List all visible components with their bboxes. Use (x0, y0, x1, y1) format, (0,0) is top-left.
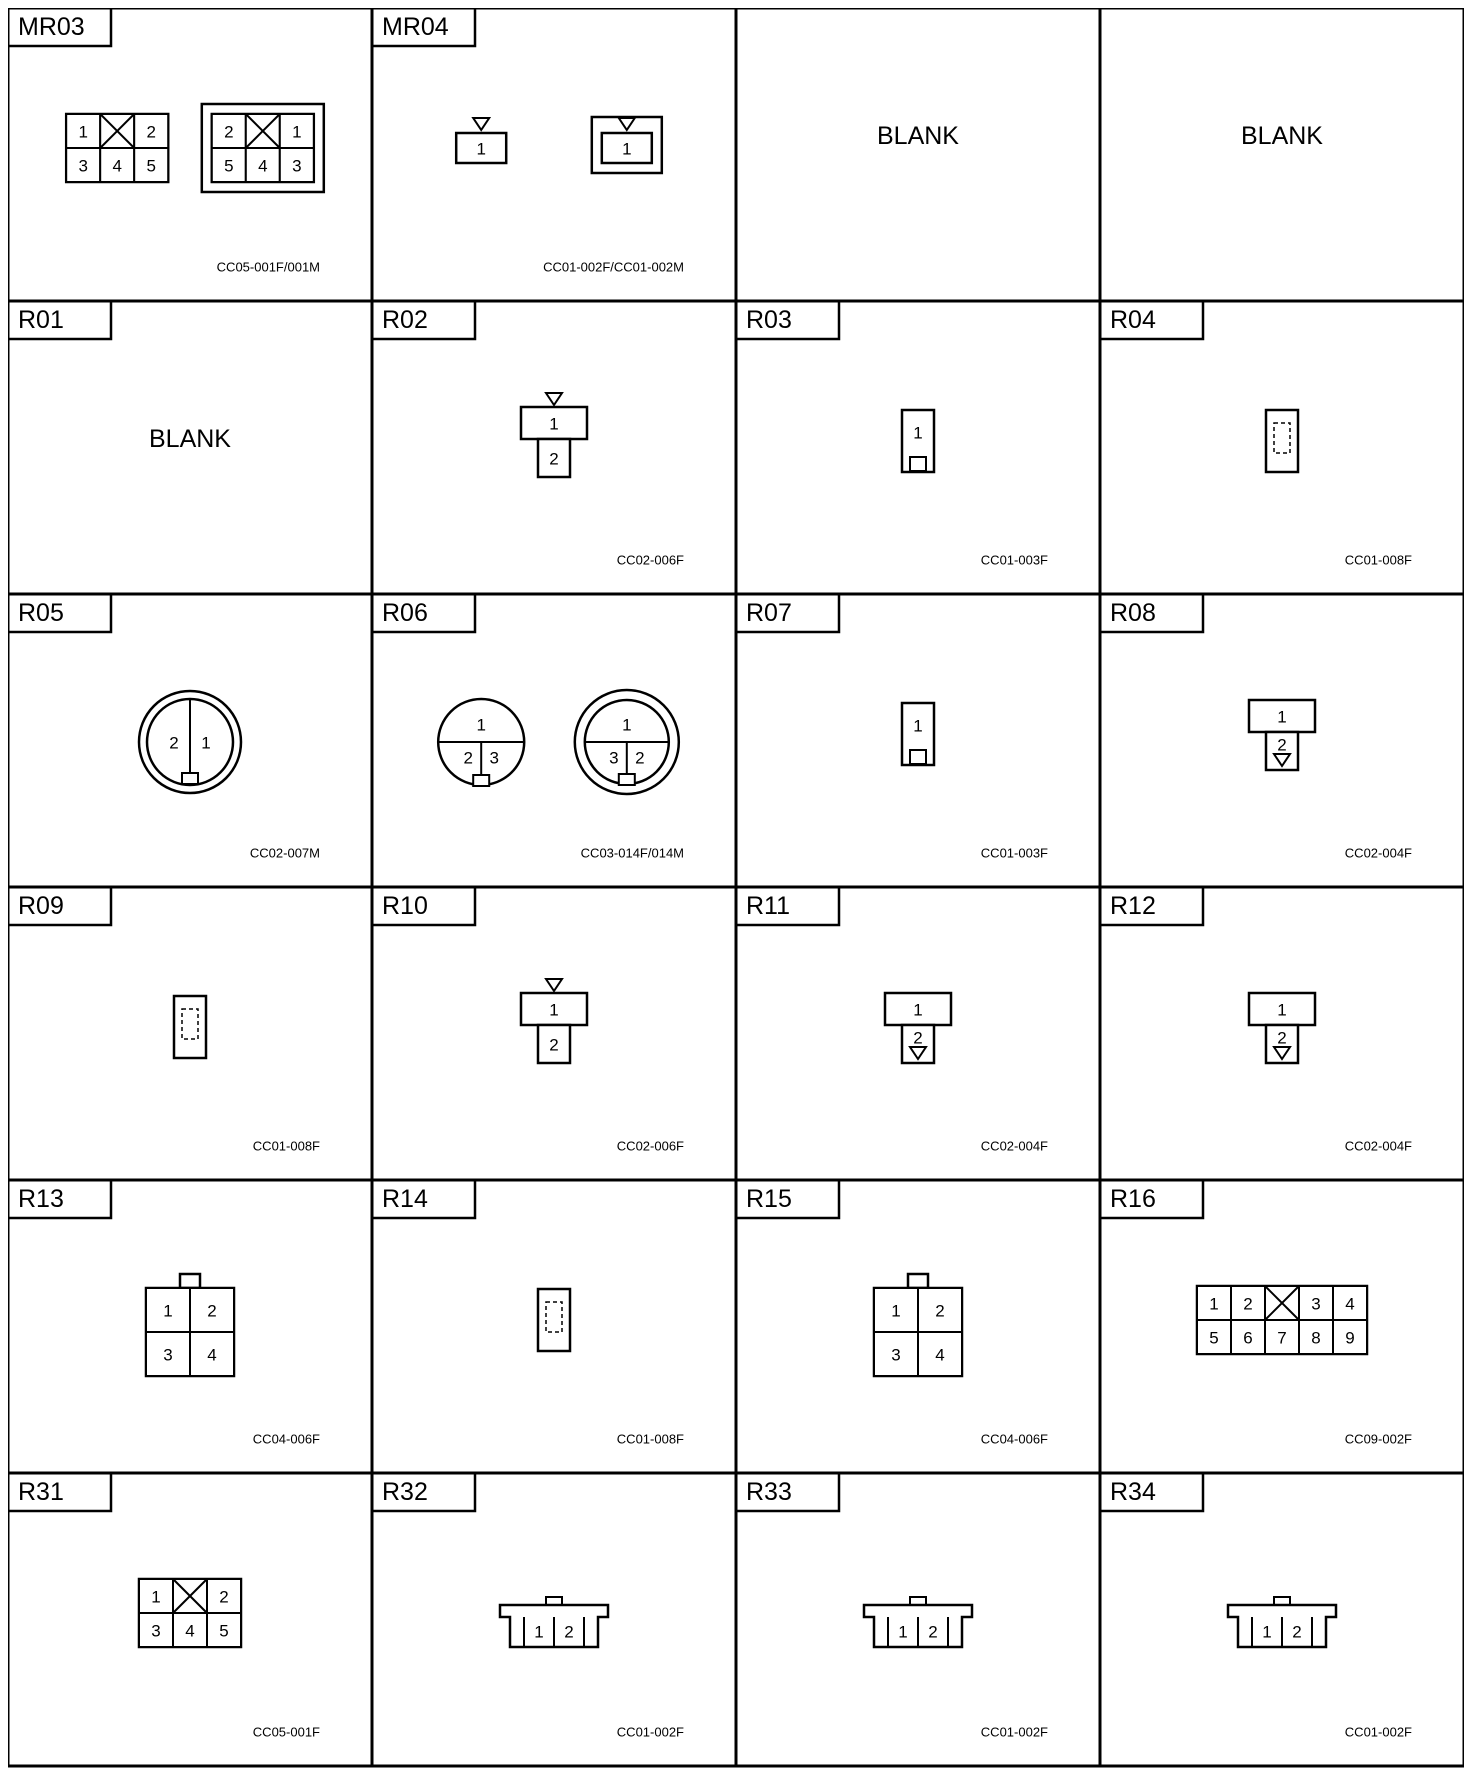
connector-id: R02 (382, 306, 428, 334)
pin-label: 4 (112, 156, 122, 176)
connector-id: MR03 (18, 13, 85, 41)
connector-cell (736, 594, 1048, 861)
connector-lock-tab (908, 1274, 928, 1288)
dashed-cavity (182, 1009, 198, 1039)
connector-part-code: CC01-002F (1344, 1724, 1412, 1740)
connector-id: R04 (1110, 306, 1156, 334)
blank-label: BLANK (877, 122, 959, 150)
pin-label: 1 (476, 139, 486, 159)
connector-grid (146, 1274, 234, 1376)
connector-cell (1100, 594, 1412, 861)
connector-part-code: CC02-006F (616, 552, 684, 568)
pin-label: 2 (913, 1028, 923, 1048)
pin-label: 4 (207, 1345, 217, 1365)
connector-grid (139, 1579, 241, 1647)
connector-part-code: CC01-008F (252, 1138, 320, 1154)
pin-label: 1 (913, 423, 923, 443)
lock-triangle-icon (546, 979, 562, 991)
connector-cell (8, 594, 320, 861)
connector-id: R12 (1110, 892, 1156, 920)
connector-part-code: CC02-006F (616, 1138, 684, 1154)
connector-id-tab (8, 1473, 111, 1511)
connector-part-code: CC04-006F (252, 1431, 320, 1447)
connector-id-tab (736, 1180, 839, 1218)
pin-label: 1 (622, 139, 632, 159)
connector-part-code: CC01-008F (1344, 552, 1412, 568)
connector-tee (1249, 700, 1315, 770)
connector-single (456, 118, 506, 163)
key-notch (182, 773, 198, 784)
connector-id-tab (372, 1180, 475, 1218)
pin-label: 5 (1209, 1328, 1219, 1348)
connector-id: R06 (382, 599, 428, 627)
pin-label: 1 (163, 1301, 173, 1321)
connector-part-code: CC01-002F (616, 1724, 684, 1740)
connector-id-tab (1100, 594, 1203, 632)
connector-id: MR04 (382, 13, 449, 41)
connector-id: R32 (382, 1478, 428, 1506)
pin-label: 2 (207, 1301, 217, 1321)
pin-label: 2 (224, 122, 234, 142)
pin-label: 1 (891, 1301, 901, 1321)
connector-cell (372, 1473, 684, 1740)
dashed-cavity (546, 1302, 562, 1332)
connector-id-tab (372, 8, 475, 46)
connector-part-code: CC01-008F (616, 1431, 684, 1447)
pin-label: 1 (549, 414, 559, 434)
connector-part-code: CC01-003F (980, 552, 1048, 568)
connector-sheet (8, 8, 1464, 1770)
pin-label: 1 (913, 1000, 923, 1020)
connector-part-code: CC01-003F (980, 845, 1048, 861)
pin-label: 1 (201, 733, 211, 753)
pin-label: 2 (169, 733, 179, 753)
connector-tee (521, 393, 587, 477)
connector-cell (736, 1473, 1048, 1740)
connector-id-tab (1100, 887, 1203, 925)
pin-label: 2 (928, 1622, 938, 1642)
pin-label: 2 (1277, 1028, 1287, 1048)
connector-round3 (438, 699, 524, 786)
connector-cell (736, 1180, 1048, 1447)
connector-id-tab (1100, 1473, 1203, 1511)
connector-tee (1249, 993, 1315, 1063)
connector-id-tab (372, 594, 475, 632)
connector-round2 (139, 691, 241, 793)
connector-cell (372, 301, 684, 568)
blank-label: BLANK (1241, 122, 1323, 150)
connector-cell (1100, 1473, 1412, 1740)
connector-tee (521, 979, 587, 1063)
connector-part-code: CC09-002F (1344, 1431, 1412, 1447)
connector-id-tab (8, 594, 111, 632)
connector-tee (885, 993, 951, 1063)
connector-id: R13 (18, 1185, 64, 1213)
blank-label: BLANK (149, 425, 231, 453)
connector-id-tab (1100, 301, 1203, 339)
lock-triangle-icon (546, 393, 562, 405)
connector-cell (8, 887, 320, 1154)
connector-grid (1197, 1286, 1367, 1354)
pin-label: 1 (1209, 1294, 1219, 1314)
pin-label: 4 (185, 1621, 195, 1641)
pin-label: 5 (219, 1621, 229, 1641)
connector-id-tab (736, 594, 839, 632)
connector-id: R09 (18, 892, 64, 920)
connector-cell (1100, 887, 1412, 1154)
connector-cell (372, 594, 684, 861)
pin-label: 3 (891, 1345, 901, 1365)
pin-label: 1 (549, 1000, 559, 1020)
connector-id-tab (736, 1473, 839, 1511)
connector-id-tab (736, 301, 839, 339)
connector-cell (736, 301, 1048, 568)
connector-cell (1241, 122, 1323, 150)
pin-label: 1 (1277, 1000, 1287, 1020)
pin-label: 3 (1311, 1294, 1321, 1314)
connector-id-tab (8, 887, 111, 925)
connector-cell (1100, 1180, 1412, 1447)
connector-id: R05 (18, 599, 64, 627)
pin-label: 3 (163, 1345, 173, 1365)
dashed-cavity (1274, 423, 1290, 453)
pin-label: 3 (151, 1621, 161, 1641)
pin-label: 1 (622, 715, 632, 735)
connector-part-code: CC05-001F (252, 1724, 320, 1740)
connector-id: R11 (746, 892, 791, 920)
pin-label: 8 (1311, 1328, 1321, 1348)
connector-part-code: CC01-002F (980, 1724, 1048, 1740)
connector-grid (874, 1274, 962, 1376)
connector-part-code: CC02-004F (980, 1138, 1048, 1154)
pin-label: 3 (489, 748, 499, 768)
connector-vsingle (902, 410, 934, 472)
pin-label: 4 (258, 156, 268, 176)
pin-label: 1 (151, 1587, 161, 1607)
connector-flange (500, 1597, 608, 1647)
pin-label: 1 (913, 716, 923, 736)
connector-part-code: CC03-014F/014M (580, 845, 684, 861)
pin-label: 2 (564, 1622, 574, 1642)
connector-cell (8, 1180, 320, 1447)
connector-vsingle (902, 703, 934, 765)
connector-id: R31 (18, 1478, 64, 1506)
lock-triangle-icon (473, 118, 489, 130)
pin-label: 6 (1243, 1328, 1253, 1348)
pin-label: 1 (476, 715, 486, 735)
connector-id-tab (372, 887, 475, 925)
connector-flange (864, 1597, 972, 1647)
connector-cell (8, 301, 231, 453)
pin-label: 1 (1262, 1622, 1272, 1642)
pin-label: 2 (146, 122, 156, 142)
connector-grid (66, 114, 168, 182)
connector-id: R14 (382, 1185, 428, 1213)
pin-label: 2 (549, 1035, 559, 1055)
pin-label: 2 (1292, 1622, 1302, 1642)
pin-label: 9 (1345, 1328, 1355, 1348)
pin-label: 4 (935, 1345, 945, 1365)
pin-label: 1 (898, 1622, 908, 1642)
connector-id: R01 (18, 306, 64, 334)
pin-label: 2 (1277, 735, 1287, 755)
connector-id-tab (8, 1180, 111, 1218)
pin-label: 2 (935, 1301, 945, 1321)
connector-id: R15 (746, 1185, 792, 1213)
connector-id: R34 (1110, 1478, 1156, 1506)
connector-id-tab (372, 1473, 475, 1511)
connector-round3 (575, 690, 679, 794)
connector-id-tab (8, 8, 111, 46)
connector-vsingle (1266, 410, 1298, 472)
pin-label: 1 (292, 122, 302, 142)
connector-flange (1228, 1597, 1336, 1647)
connector-id-tab (8, 301, 111, 339)
pin-label: 2 (463, 748, 473, 768)
pin-label: 5 (146, 156, 156, 176)
pin-label: 3 (609, 748, 619, 768)
lock-notch (910, 457, 926, 471)
connector-vsingle (538, 1289, 570, 1351)
pin-label: 1 (534, 1622, 544, 1642)
connector-grid (8, 8, 1464, 1770)
pin-label: 4 (1345, 1294, 1355, 1314)
pin-label: 1 (78, 122, 88, 142)
connector-cell (8, 8, 324, 275)
connector-part-code: CC04-006F (980, 1431, 1048, 1447)
connector-id: R10 (382, 892, 428, 920)
key-notch (473, 775, 489, 786)
pin-label: 2 (1243, 1294, 1253, 1314)
connector-cell (8, 1473, 320, 1740)
connector-cell (372, 8, 684, 275)
connector-cell (372, 1180, 684, 1447)
connector-part-code: CC02-007M (249, 845, 320, 861)
connector-cell (877, 122, 959, 150)
connector-id: R16 (1110, 1185, 1156, 1213)
pin-label: 2 (635, 748, 645, 768)
connector-vsingle (174, 996, 206, 1058)
connector-single (592, 117, 662, 173)
connector-part-code: CC02-004F (1344, 845, 1412, 861)
connector-id: R07 (746, 599, 792, 627)
connector-part-code: CC02-004F (1344, 1138, 1412, 1154)
connector-grid (202, 104, 324, 192)
pin-label: 1 (1277, 707, 1287, 727)
connector-cell (372, 887, 684, 1154)
lock-notch (910, 750, 926, 764)
connector-part-code: CC01-002F/CC01-002M (543, 259, 684, 275)
connector-cell (736, 887, 1048, 1154)
pin-label: 3 (78, 156, 88, 176)
pin-label: 7 (1277, 1328, 1287, 1348)
connector-id: R08 (1110, 599, 1156, 627)
pin-label: 3 (292, 156, 302, 176)
connector-id-tab (736, 887, 839, 925)
pin-label: 2 (549, 449, 559, 469)
pin-label: 5 (224, 156, 234, 176)
connector-id: R33 (746, 1478, 792, 1506)
connector-id: R03 (746, 306, 792, 334)
key-notch (619, 774, 635, 785)
connector-id-tab (1100, 1180, 1203, 1218)
pin-label: 2 (219, 1587, 229, 1607)
connector-cell (1100, 301, 1412, 568)
connector-part-code: CC05-001F/001M (216, 259, 320, 275)
connector-id-tab (372, 301, 475, 339)
connector-lock-tab (180, 1274, 200, 1288)
